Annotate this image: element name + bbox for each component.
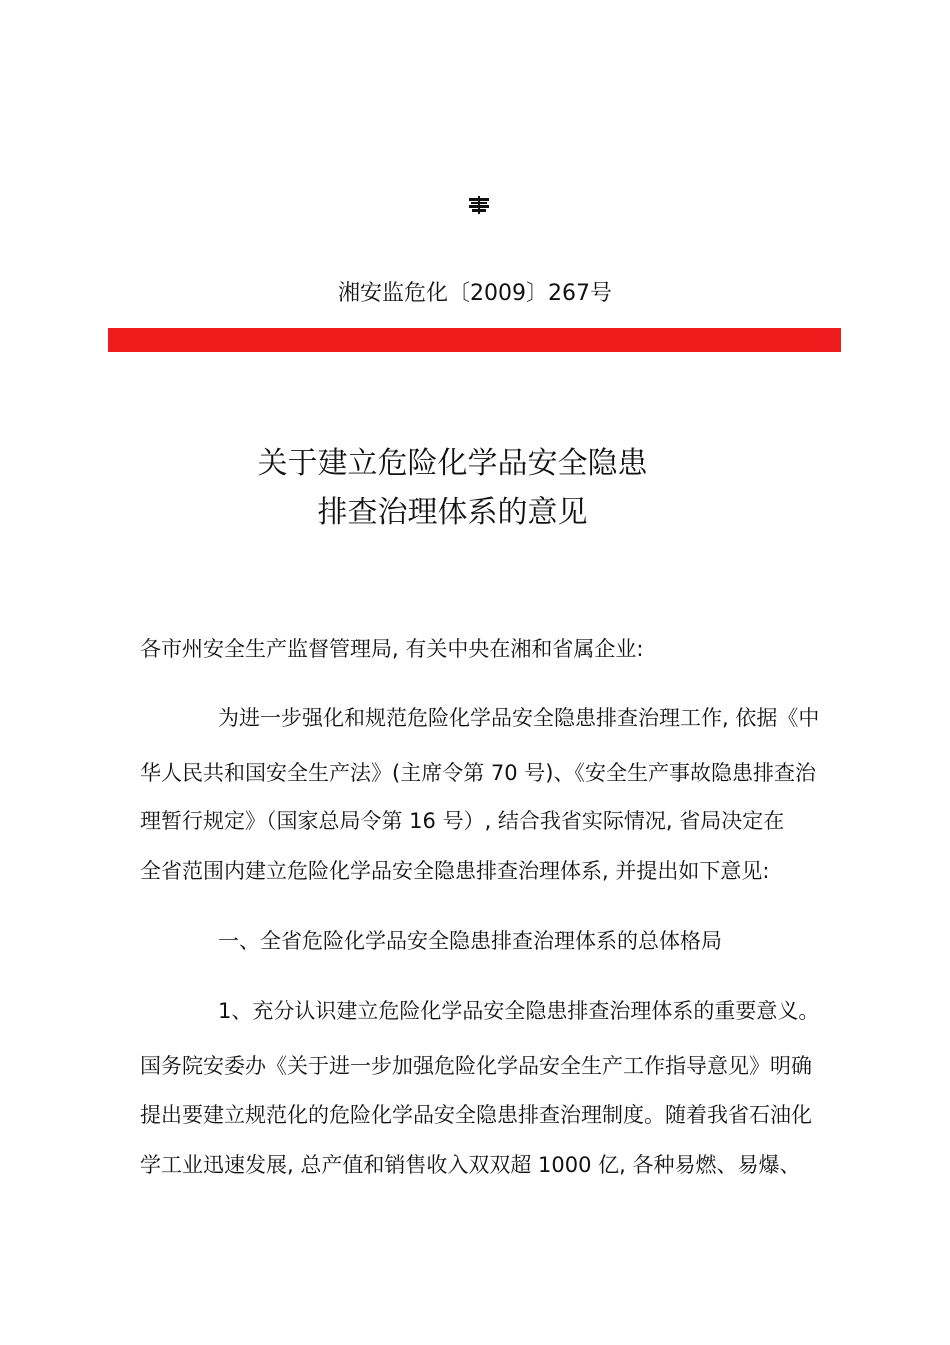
body-line: 学工业迅速发展, 总产值和销售收入双双超 1000 亿, 各种易燃、易爆、 bbox=[140, 1153, 801, 1177]
document-title-line-1: 关于建立危险化学品安全隐患 bbox=[257, 446, 648, 481]
body-line: 国务院安委办《关于进一步加强危险化学品安全生产工作指导意见》明确 bbox=[140, 1054, 812, 1078]
body-line: 提出要建立规范化的危险化学品安全隐患排查治理制度。随着我省石油化 bbox=[140, 1103, 812, 1127]
body-line: 华人民共和国安全生产法》(主席令第 70 号)、《安全生产事故隐患排查治 bbox=[140, 761, 816, 785]
document-number: 湘安监危化〔2009〕267号 bbox=[338, 281, 612, 306]
salutation: 各市州安全生产监督管理局, 有关中央在湘和省属企业: bbox=[140, 637, 644, 661]
subsection-heading: 1、充分认识建立危险化学品安全隐患排查治理体系的重要意义。 bbox=[218, 999, 820, 1023]
body-line: 全省范围内建立危险化学品安全隐患排查治理体系, 并提出如下意见: bbox=[140, 859, 770, 883]
document-title-line-2: 排查治理体系的意见 bbox=[317, 495, 588, 530]
red-header-rule bbox=[108, 328, 841, 352]
body-line: 理暂行规定》（国家总局令第 16 号）, 结合我省实际情况, 省局决定在 bbox=[140, 809, 785, 833]
body-line: 为进一步强化和规范危险化学品安全隐患排查治理工作, 依据《中 bbox=[218, 706, 820, 730]
seal-mark-icon bbox=[468, 196, 490, 214]
section-heading: 一、全省危险化学品安全隐患排查治理体系的总体格局 bbox=[218, 929, 722, 953]
